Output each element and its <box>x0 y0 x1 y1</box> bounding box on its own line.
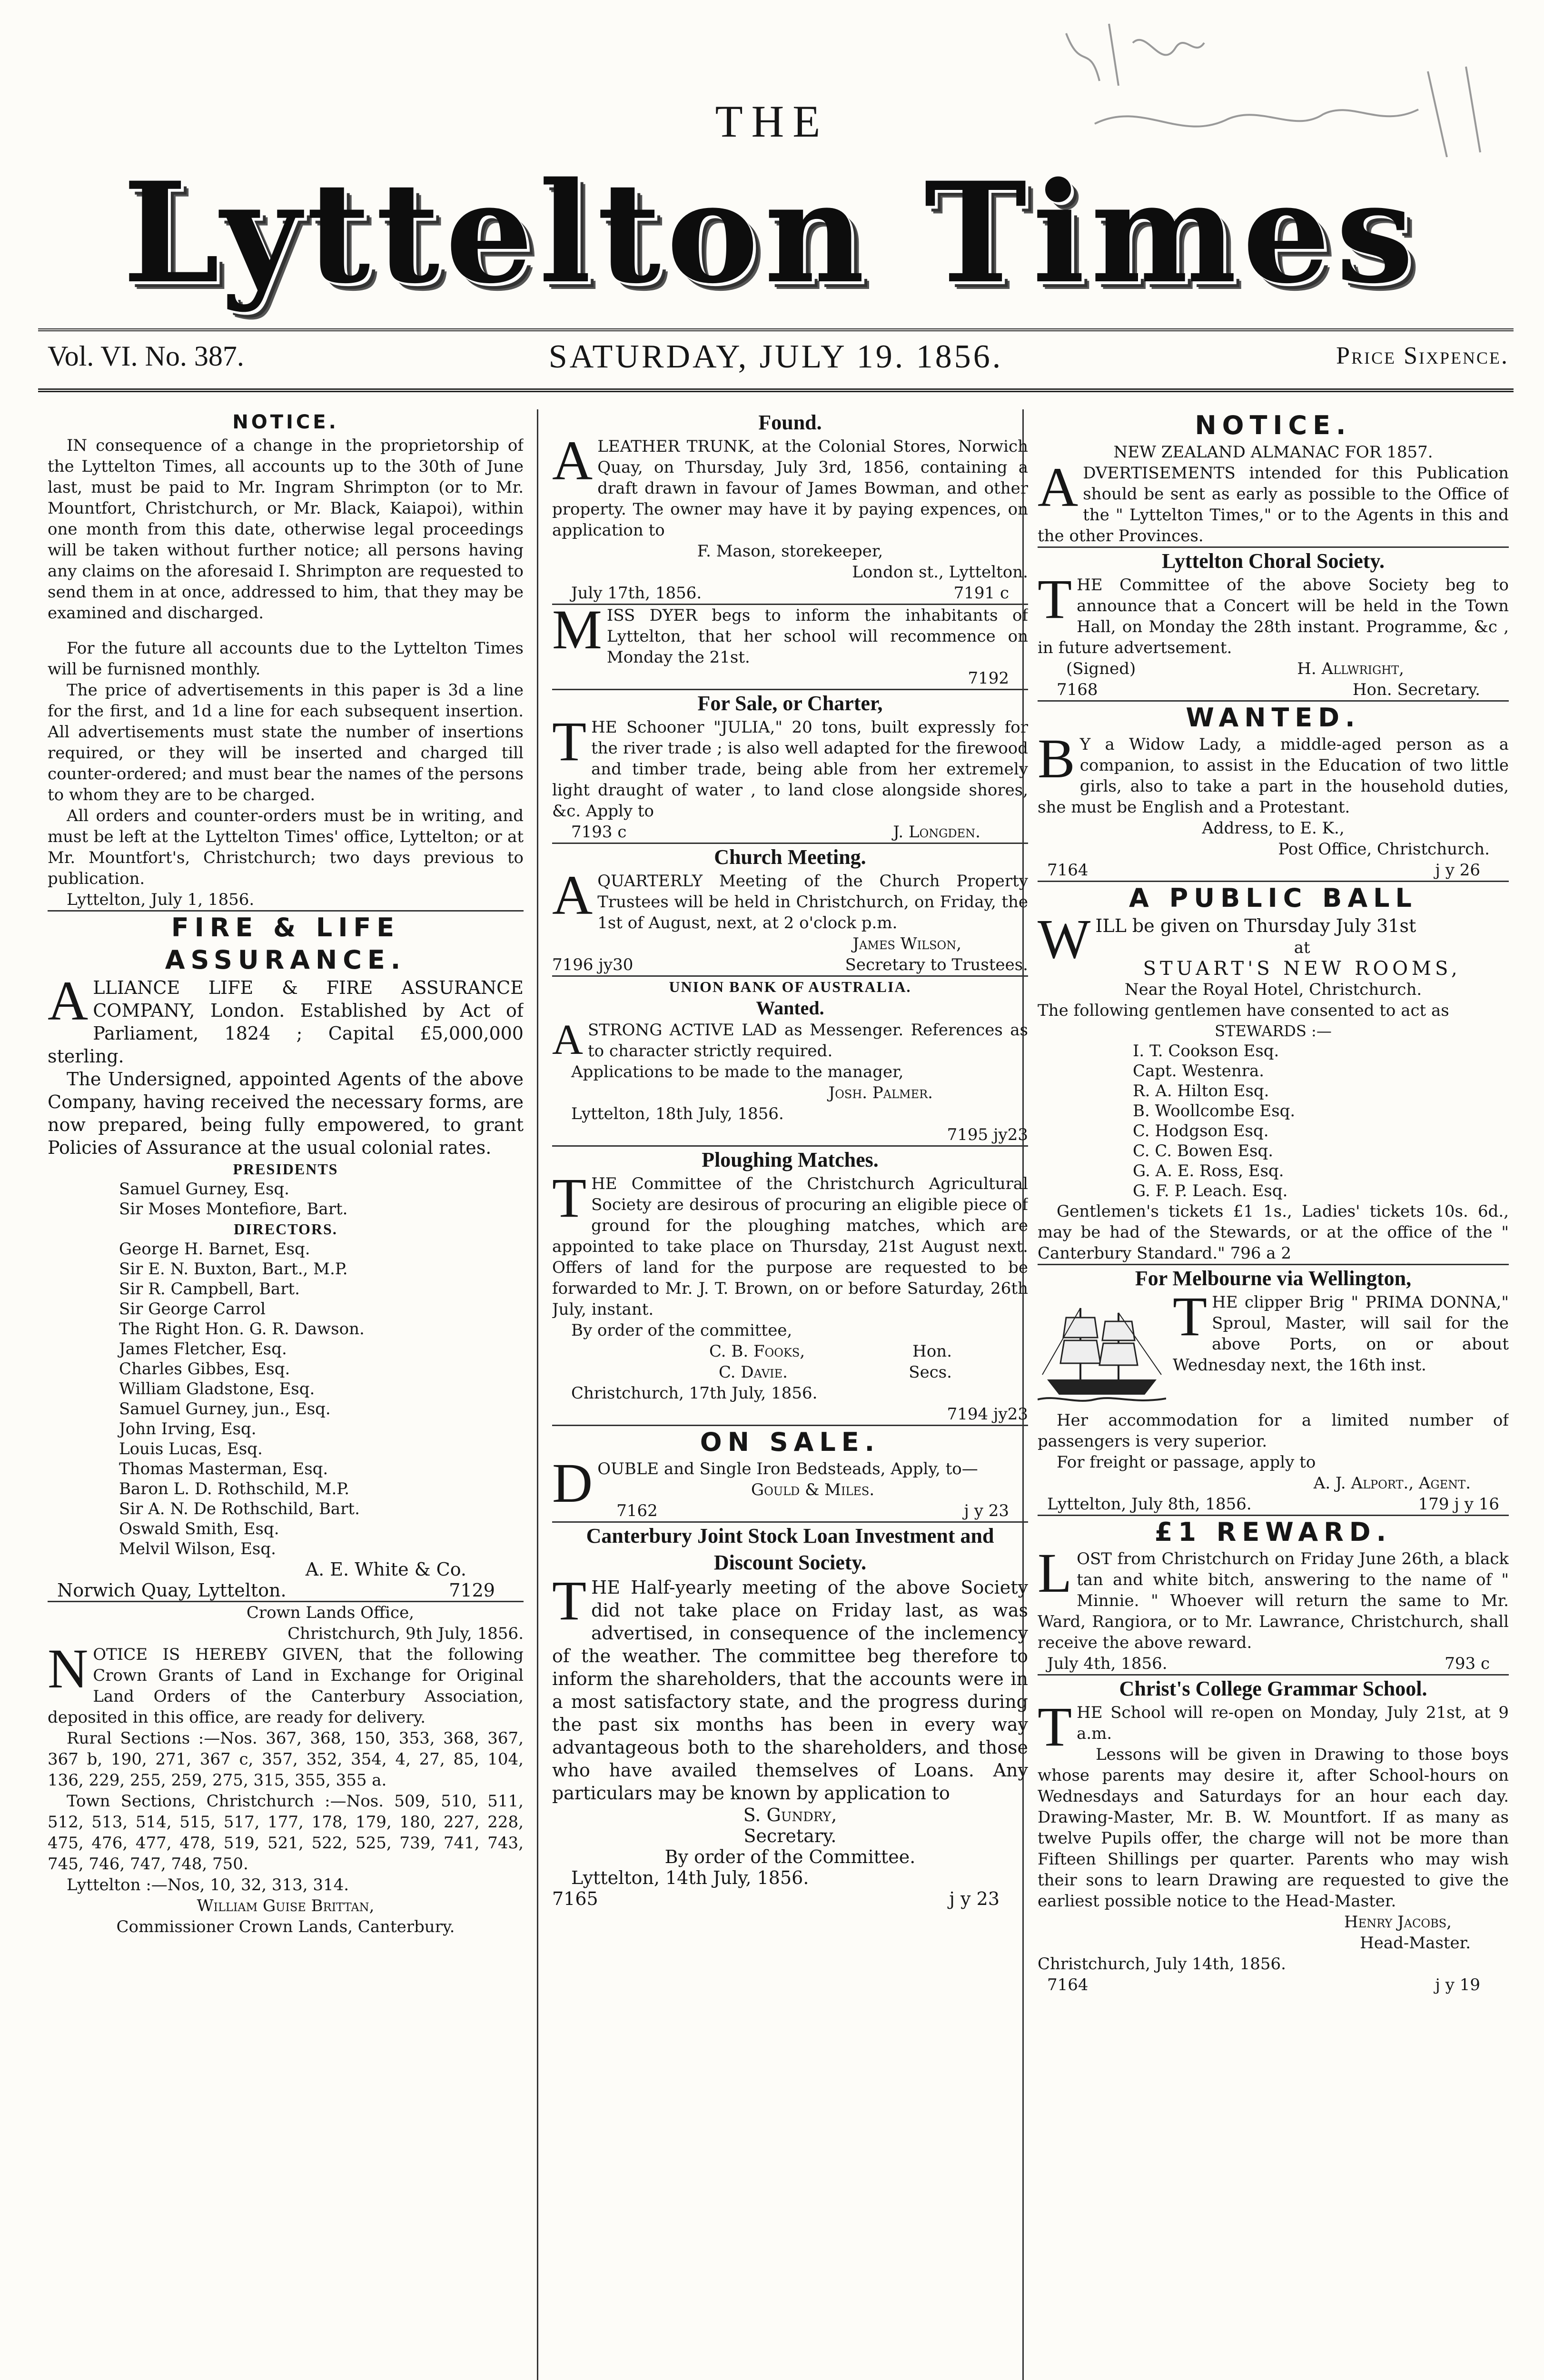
drop-cap: N <box>48 1637 89 1700</box>
union-signature: Josh. Palmer. <box>828 1083 933 1102</box>
on-sale-paragraph: DOUBLE and Single Iron Bedsteads, Apply, to— <box>552 1452 978 1514</box>
drop-cap: A <box>1038 456 1079 518</box>
college-date: Christchurch, July 14th, 1856. <box>1038 1954 1286 1973</box>
directors-list <box>48 1239 524 1559</box>
drop-cap: T <box>552 710 587 773</box>
steward-name: R. A. Hilton Esq. <box>1133 1081 1269 1101</box>
fire-agent: A. E. White & Co. <box>305 1559 466 1580</box>
julia-signature: J. Longden. <box>893 823 980 842</box>
plough-sig-row <box>552 1362 1028 1383</box>
found-footer <box>552 583 1028 604</box>
college-paragraph: THE School will re-open on Monday, July 21st, at 9 a.m. <box>1038 1696 1509 1758</box>
drop-cap: T <box>552 1167 587 1229</box>
drop-cap: A <box>552 1016 583 1063</box>
directors-heading: DIRECTORS. <box>234 1220 337 1238</box>
ad-number: 793 c <box>1445 1654 1490 1673</box>
drop-cap: M <box>552 598 602 661</box>
julia-heading: For Sale, or Charter, <box>697 692 883 715</box>
ad-number: 7195 jy23 <box>947 1125 1028 1144</box>
ball-stewards-heading: STEWARDS :— <box>1215 1022 1332 1040</box>
ball-venue: STUART'S NEW ROOMS, <box>1143 958 1461 980</box>
issue-date: SATURDAY, JULY 19. 1856. <box>548 338 1003 375</box>
on-sale-footer <box>597 1500 1028 1521</box>
plough-hon: Hon. <box>912 1342 952 1361</box>
almanac-subheading: NEW ZEALAND ALMANAC FOR 1857. <box>1113 443 1433 462</box>
melbourne-paragraph: THE clipper Brig " PRIMA DONNA," Sproul, Master, will sail for the above Ports, on or about Wednesday next, the 16th inst. <box>1173 1285 1509 1375</box>
ad-code: j y 19 <box>1435 1975 1480 1994</box>
church-footer <box>552 954 1028 975</box>
reward-heading: £1 REWARD. <box>1154 1517 1392 1547</box>
crown-title: Commissioner Crown Lands, Canterbury. <box>116 1917 455 1936</box>
choral-sig-row <box>1038 658 1509 679</box>
ad-code: j y 23 <box>949 1888 1000 1909</box>
found-date: July 17th, 1856. <box>571 584 702 603</box>
union-paragraph: Applications to be made to the manager, <box>571 1062 904 1081</box>
drop-cap: T <box>1038 1696 1072 1758</box>
dyer-paragraph: MISS DYER begs to inform the inhabitants of Lyttelton, that her school will recommence on Monday the 21st. <box>552 598 1028 667</box>
ball-at: at <box>1294 938 1310 957</box>
drop-cap: T <box>1173 1285 1207 1348</box>
melbourne-signature: A. J. Alport., Agent. <box>1313 1474 1471 1493</box>
julia-footer <box>552 822 1028 843</box>
director-name: Samuel Gurney, jun., Esq. <box>119 1399 331 1418</box>
fire-assurance-paragraph: ALLIANCE LIFE & FIRE ASSURANCE COMPANY, London. Established by Act of Parliament, 1824 ; Capital £5,000,000 sterling. <box>48 970 524 1067</box>
column-3 <box>1038 409 1509 2380</box>
ball-heading: A PUBLIC BALL <box>1129 883 1417 913</box>
ship-icon <box>1038 1294 1166 1408</box>
wanted-address: Post Office, Christchurch. <box>1278 840 1490 859</box>
choral-signed: (Signed) <box>1066 659 1136 678</box>
drop-cap: D <box>552 1452 593 1514</box>
college-paragraph: Lessons will be given in Drawing to those boys whose parents may desire it, after School-hours on Wednesdays and Saturdays for an hour each day. Drawing-Master, Mr. B. W. Mountfort. If as many as twelve Pupils offer, the charge will not be more than Fifteen Shillings per quarter. Parents who may wish their sons to learn Drawing are requested to give the earliest possible notice to the Head-Master. <box>1038 1745 1509 1911</box>
plough-order: By order of the committee, <box>571 1321 792 1340</box>
almanac-heading: NOTICE. <box>1195 410 1352 440</box>
choral-title: Hon. Secretary. <box>1352 680 1480 699</box>
plough-sig-row <box>552 1341 1028 1362</box>
drop-cap: A <box>552 864 593 926</box>
director-name: James Fletcher, Esq. <box>119 1339 287 1359</box>
director-name: Louis Lucas, Esq. <box>119 1439 263 1458</box>
choral-signature: H. Allwright, <box>1297 659 1404 678</box>
ad-number: 7129 <box>449 1580 495 1601</box>
plough-secs: Secs. <box>909 1363 952 1382</box>
almanac-paragraph: ADVERTISEMENTS intended for this Publication should be sent as early as possible to the Office of the " Lyttelton Times," or to the Agents in this and the other Provinces. <box>1038 456 1509 545</box>
director-name: Oswald Smith, Esq. <box>119 1519 279 1538</box>
bank-footer <box>552 1888 1028 1909</box>
wanted-footer <box>1038 860 1509 881</box>
notice-date: Lyttelton, July 1, 1856. <box>67 890 255 909</box>
fire-assurance-heading: FIRE & LIFE ASSURANCE. <box>165 912 406 975</box>
college-signature: Henry Jacobs, <box>1344 1913 1452 1932</box>
crown-office: Crown Lands Office, <box>246 1603 414 1622</box>
plough-date: Christchurch, 17th July, 1856. <box>571 1384 818 1403</box>
reward-date: July 4th, 1856. <box>1047 1654 1168 1673</box>
handwritten-annotation-icon <box>1038 14 1504 171</box>
president-name: Samuel Gurney, Esq. <box>119 1180 289 1199</box>
ad-number: 7193 c <box>571 823 627 842</box>
masthead-the: THE <box>715 96 829 147</box>
bank-title: Secretary. <box>743 1825 837 1846</box>
choral-heading: Lyttelton Choral Society. <box>1161 549 1385 573</box>
director-name: John Irving, Esq. <box>119 1419 257 1438</box>
julia-paragraph: THE Schooner "JULIA," 20 tons, built expressly for the river trade ; is also well adapted for the firewood and timber trade, being able from her extremely light draught of water , to land close alongside shores, &c. Apply to <box>552 710 1028 821</box>
reward-footer <box>1038 1653 1509 1674</box>
drop-cap: T <box>1038 568 1072 630</box>
ball-paragraph: The following gentlemen have consented to act as <box>1038 1001 1449 1020</box>
drop-cap: A <box>48 970 89 1032</box>
ball-paragraph: Gentlemen's tickets £1 1s., Ladies' tickets 10s. 6d., may be had of the Stewards, or at the office of the " Canterbury Standard." 796 a 2 <box>1038 1202 1509 1263</box>
price: Price Sixpence. <box>1336 342 1509 369</box>
choral-paragraph: THE Committee of the above Society beg to announce that a Concert will be held in the Town Hall, on Monday the 28th instant. Programme, &c , in future advertsement. <box>1038 568 1509 657</box>
melbourne-heading: For Melbourne via Wellington, <box>1135 1267 1412 1290</box>
fire-address: Norwich Quay, Lyttelton. <box>57 1580 287 1601</box>
director-name: The Right Hon. G. R. Dawson. <box>119 1319 365 1339</box>
drop-cap: T <box>552 1569 587 1632</box>
dateline <box>38 328 1514 392</box>
director-name: George H. Barnet, Esq. <box>119 1240 310 1259</box>
column-1 <box>48 409 524 2380</box>
bank-date: Lyttelton, 14th July, 1856. <box>571 1867 809 1888</box>
found-address: London st., Lyttelton. <box>852 563 1028 582</box>
director-name: Thomas Masterman, Esq. <box>119 1459 328 1478</box>
melbourne-paragraph: For freight or passage, apply to <box>1057 1453 1316 1472</box>
church-paragraph: AQUARTERLY Meeting of the Church Property Trustees will be held in Christchurch, on Friday, the 1st of August, next, at 2 o'clock p.m. <box>552 864 1028 932</box>
crown-lyttelton: Lyttelton :—Nos, 10, 32, 313, 314. <box>67 1875 349 1894</box>
church-title: Secretary to Trustees. <box>845 955 1028 974</box>
director-name: Baron L. D. Rothschild, M.P. <box>119 1479 350 1498</box>
ad-number: 7194 jy23 <box>947 1405 1028 1424</box>
steward-name: C. Hodgson Esq. <box>1133 1121 1269 1140</box>
ad-number: 7164 <box>1047 1975 1089 1994</box>
church-heading: Church Meeting. <box>714 845 866 869</box>
ad-number: 7191 c <box>953 584 1009 603</box>
notice-paragraph: All orders and counter-orders must be in writing, and must be left at the Lyttelton Times' office, Lyttelton; or at Mr. Mountfort's, Christchurch; two days previous to publication. <box>48 806 524 888</box>
ad-code: j y 23 <box>964 1501 1009 1520</box>
drop-cap: B <box>1038 727 1075 790</box>
melbourne-date: Lyttelton, July 8th, 1856. <box>1047 1495 1252 1514</box>
union-date: Lyttelton, 18th July, 1856. <box>571 1104 784 1123</box>
found-signature: F. Mason, storekeeper, <box>697 542 883 561</box>
drop-cap: W <box>1038 908 1091 970</box>
ad-number: 7168 <box>1057 680 1098 699</box>
choral-footer <box>1038 679 1509 700</box>
ad-number: 7165 <box>552 1888 598 1909</box>
bank-heading: Canterbury Joint Stock Loan Investment and Discount Society. <box>586 1524 994 1574</box>
director-name: Sir E. N. Buxton, Bart., M.P. <box>119 1259 348 1279</box>
melbourne-paragraph: Her accommodation for a limited number of passengers is very superior. <box>1038 1411 1509 1451</box>
ad-number: 179 j y 16 <box>1418 1495 1499 1514</box>
church-signature: James Wilson, <box>852 934 961 953</box>
wanted-paragraph: B Y a Widow Lady, a middle-aged person as a companion, to assist in the Education of two little girls, also to take a part in the household duties, she must be English and a Protestant. <box>1038 727 1509 817</box>
steward-name: B. Woollcombe Esq. <box>1133 1101 1296 1121</box>
melbourne-footer <box>1038 1494 1509 1515</box>
found-paragraph: ALEATHER TRUNK, at the Colonial Stores, Norwich Quay, on Thursday, July 3rd, 1856, containing a draft drawn in favour of James Bowman, and other property. The owner may have it by paying expences, on application to <box>552 429 1028 540</box>
presidents-heading: PRESIDENTS <box>233 1160 338 1178</box>
fire-address-row <box>48 1580 524 1601</box>
college-footer <box>1038 1974 1509 1995</box>
notice-paragraph: The price of advertisements in this paper is 3d a line for the first, and 1d a line for each subsequent insertion. All advertisements must state the number of insertions required, or they will be inserted and charged till counter-ordered; and must bear the names of the persons to whom they are to be charged. <box>48 681 524 804</box>
on-sale-signature: Gould & Miles. <box>751 1480 875 1499</box>
wanted-heading: WANTED. <box>1186 703 1361 733</box>
crown-signature: William Guise Brittan, <box>197 1896 375 1915</box>
bank-order: By order of the Committee. <box>664 1846 916 1867</box>
president-name: Sir Moses Montefiore, Bart. <box>119 1200 348 1219</box>
stewards-list <box>1038 1041 1509 1201</box>
column-2 <box>552 409 1028 2380</box>
column-rule <box>537 409 538 2380</box>
director-name: Sir George Carrol <box>119 1299 266 1319</box>
bank-signature: S. Gundry, <box>743 1805 837 1825</box>
steward-name: C. C. Bowen Esq. <box>1133 1141 1274 1160</box>
ad-number: 796 a 2 <box>1230 1244 1292 1263</box>
plough-heading: Ploughing Matches. <box>702 1148 879 1171</box>
volume-number: Vol. VI. No. 387. <box>48 340 244 372</box>
found-heading: Found. <box>758 411 822 434</box>
ball-paragraph: WILL be given on Thursday July 31st <box>1038 908 1416 970</box>
ad-number: 7164 <box>1047 861 1089 880</box>
ball-near: Near the Royal Hotel, Christchurch. <box>1124 980 1422 999</box>
college-title: Head-Master. <box>1360 1934 1471 1953</box>
on-sale-heading: ON SALE. <box>700 1427 881 1457</box>
ad-number: 7196 jy30 <box>552 955 633 974</box>
crown-date: Christchurch, 9th July, 1856. <box>287 1624 524 1643</box>
drop-cap: L <box>1038 1542 1072 1604</box>
steward-name: I. T. Cookson Esq. <box>1133 1041 1279 1061</box>
union-paragraph: ASTRONG ACTIVE LAD as Messenger. References as to character strictly required. <box>552 1016 1028 1063</box>
notice-heading: NOTICE. <box>232 411 339 433</box>
fire-assurance-paragraph: The Undersigned, appointed Agents of the above Company, having received the necessary forms, are now prepared, being fully empowered, to grant Policies of Assurance at the usual colonial rates. <box>48 1069 524 1158</box>
wanted-address: Address, to E. K., <box>1202 819 1345 838</box>
masthead-title: Lyttelton Times <box>122 152 1420 314</box>
steward-name: G. F. P. Leach. Esq. <box>1133 1181 1288 1200</box>
union-subheading: Wanted. <box>756 997 824 1019</box>
director-name: Melvil Wilson, Esq. <box>119 1539 276 1558</box>
plough-signature: C. Davie. <box>719 1363 788 1382</box>
college-heading: Christ's College Grammar School. <box>1119 1677 1427 1700</box>
director-name: Sir R. Campbell, Bart. <box>119 1279 300 1299</box>
ad-code: j y 26 <box>1435 861 1480 880</box>
ad-number: 7192 <box>968 669 1009 688</box>
plough-signature: C. B. Fooks, <box>709 1342 805 1361</box>
director-name: William Gladstone, Esq. <box>119 1379 315 1398</box>
crown-rural: Rural Sections :—Nos. 367, 368, 150, 353, 368, 367, 367 b, 190, 271, 367 c, 357, 352, 354, 4, 27, 85, 104, 136, 229, 255, 259, 275, 315, 355, 355 a. <box>48 1729 524 1790</box>
director-name: Sir A. N. De Rothschild, Bart. <box>119 1499 360 1518</box>
steward-name: Capt. Westenra. <box>1133 1061 1265 1081</box>
steward-name: G. A. E. Ross, Esq. <box>1133 1161 1284 1180</box>
drop-cap: A <box>552 429 593 492</box>
bank-paragraph: THE Half-yearly meeting of the above Society did not take place on Friday last, as was advertised, in consequence of the inclemency of the weather. The committee beg therefore to inform the shareholders, that the accounts were in a most satisfactory state, and the progress during the past six months has been in every way advantageous both to the shareholders, and those who have availed themselves of Loans. Any particulars may be known by application to <box>552 1569 1028 1804</box>
director-name: Charles Gibbes, Esq. <box>119 1359 290 1378</box>
ad-number: 7162 <box>616 1501 658 1520</box>
crown-town: Town Sections, Christchurch :—Nos. 509, 510, 511, 512, 513, 514, 515, 517, 177, 178, 179, 180, 227, 228, 475, 476, 477, 478, 519, 521, 522, 525, 739, 741, 743, 745, 746, 747, 748, 750. <box>48 1792 524 1874</box>
union-heading: UNION BANK OF AUSTRALIA. <box>669 978 911 995</box>
masthead <box>0 0 1544 375</box>
reward-paragraph: LOST from Christchurch on Friday June 26th, a black tan and white bitch, answering to the name of " Minnie. " Whoever will return the same to Mr. Ward, Rangiora, or to Mr. Lawrance, Christchurch, shall receive the above reward. <box>1038 1542 1509 1652</box>
crown-paragraph: NOTICE IS HEREBY GIVEN, that the following Crown Grants of Land in Exchange for Original Land Orders of the Canterbury Association, deposited in this office, are ready for delivery. <box>48 1637 524 1727</box>
notice-paragraph: For the future all accounts due to the Lyttelton Times will be furnisned monthly. <box>48 639 524 679</box>
presidents-list <box>48 1179 524 1219</box>
plough-paragraph: THE Committee of the Christchurch Agricultural Society are desirous of procuring an eligible piece of ground for the ploughing matches, which are appointed to take place on Thursday, 21st August next. Offers of land for the purpose are requested to be forwarded to Mr. J. T. Brown, on or before Saturday, 26th July, instant. <box>552 1167 1028 1319</box>
notice-paragraph: IN consequence of a change in the proprietorship of the Lyttelton Times, all accounts up to the 30th of June last, must be paid to Mr. Ingram Shrimpton (or to Mr. Mountfort, Christchurch, or Mr. Black, Kaiapoi), within one month from this date, otherwise legal proceedings will be taken without further notice; all persons having any claims on the aforesaid I. Shrimpton are requested to send them in at once, addressed to him, that they may be examined and discharged. <box>48 436 524 623</box>
